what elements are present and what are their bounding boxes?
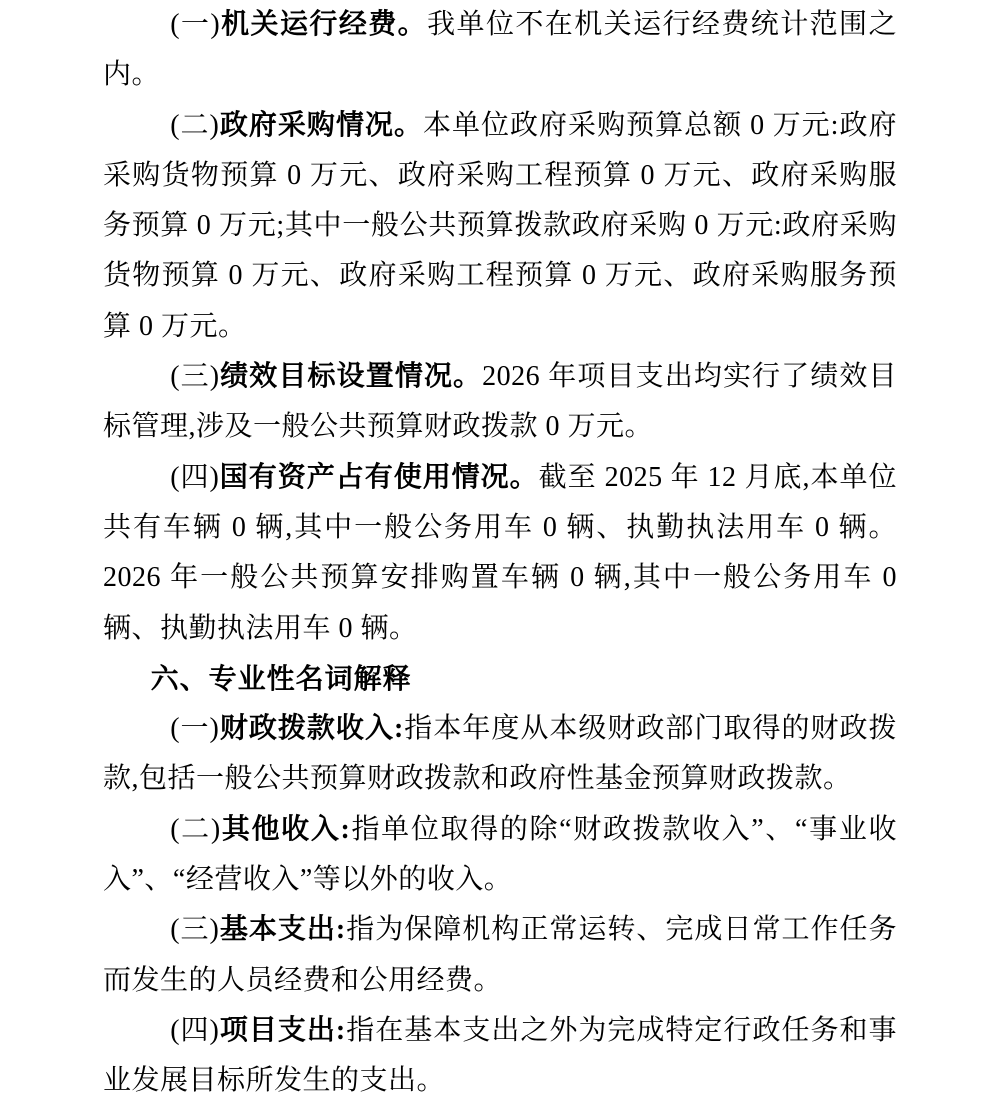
paragraph-term-project-expenditure (103, 1006, 897, 1107)
paragraph-performance-targets (103, 352, 897, 453)
paragraph-lead: 机关运行经费。 (220, 9, 428, 40)
paragraph-number: (一) (170, 9, 221, 40)
paragraph-agency-operating-expenses (103, 0, 897, 101)
paragraph-lead: 基本支出: (219, 914, 346, 946)
paragraph-lead: 其他收入: (220, 813, 351, 845)
paragraph-text: 我单位不在机关运行经费统计范围之内。 (103, 9, 897, 91)
paragraph-number: (二) (170, 813, 221, 845)
paragraph-lead: 项目支出: (219, 1014, 346, 1046)
paragraph-number: (三) (170, 914, 220, 946)
section-heading-terminology: 六、专业性名词解释 (150, 662, 412, 694)
paragraph-term-other-income (103, 805, 897, 906)
paragraph-number: (三) (170, 361, 220, 393)
document-body (103, 0, 897, 1107)
paragraph-text: 指为保障机构正常运转、完成日常工作任务而发生的人员经费和公用经费。 (103, 914, 897, 996)
paragraph-number: (四) (170, 461, 220, 493)
paragraph-lead: 政府采购情况。 (219, 109, 423, 141)
paragraph-term-basic-expenditure (103, 905, 897, 1006)
paragraph-text: 指本年度从本级财政部门取得的财政拨款,包括一般公共预算财政拨款和政府性基金预算财政拨款。 (103, 713, 898, 795)
paragraph-number: (二) (170, 109, 220, 141)
paragraph-lead: 财政拨款收入: (219, 713, 404, 745)
paragraph-government-procurement (103, 101, 897, 352)
paragraph-lead: 绩效目标设置情况。 (219, 361, 483, 393)
paragraph-text: 本单位政府采购预算总额 0 万元:政府采购货物预算 0 万元、政府采购工程预算 0 万元、政府采购服务预算 0 万元;其中一般公共预算拨款政府采购 0 万元:政府采购货物预算 0 万元、政府采购工程预算 0 万元、政府采购服务预算 0 万元。 (103, 109, 897, 342)
paragraph-term-fiscal-appropriation-income (103, 704, 897, 805)
paragraph-text: 指在基本支出之外为完成特定行政任务和事业发展目标所发生的支出。 (103, 1014, 897, 1097)
paragraph-text: 2026 年项目支出均实行了绩效目标管理,涉及一般公共预算财政拨款 0 万元。 (103, 361, 897, 443)
paragraph-text: 截至 2025 年 12 月底,本单位共有车辆 0 辆,其中一般公务用车 0 辆、执勤执法用车 0 辆。2026 年一般公共预算安排购置车辆 0 辆,其中一般公务用车 0 辆、执勤执法用车 0 辆。 (103, 461, 897, 644)
paragraph-number: (四) (170, 1014, 220, 1046)
paragraph-number: (一) (170, 713, 220, 745)
paragraph-text: 指单位取得的除“财政拨款收入”、“事业收入”、“经营收入”等以外的收入。 (103, 813, 897, 896)
paragraph-state-owned-assets (103, 453, 897, 654)
paragraph-lead: 国有资产占有使用情况。 (219, 461, 539, 493)
